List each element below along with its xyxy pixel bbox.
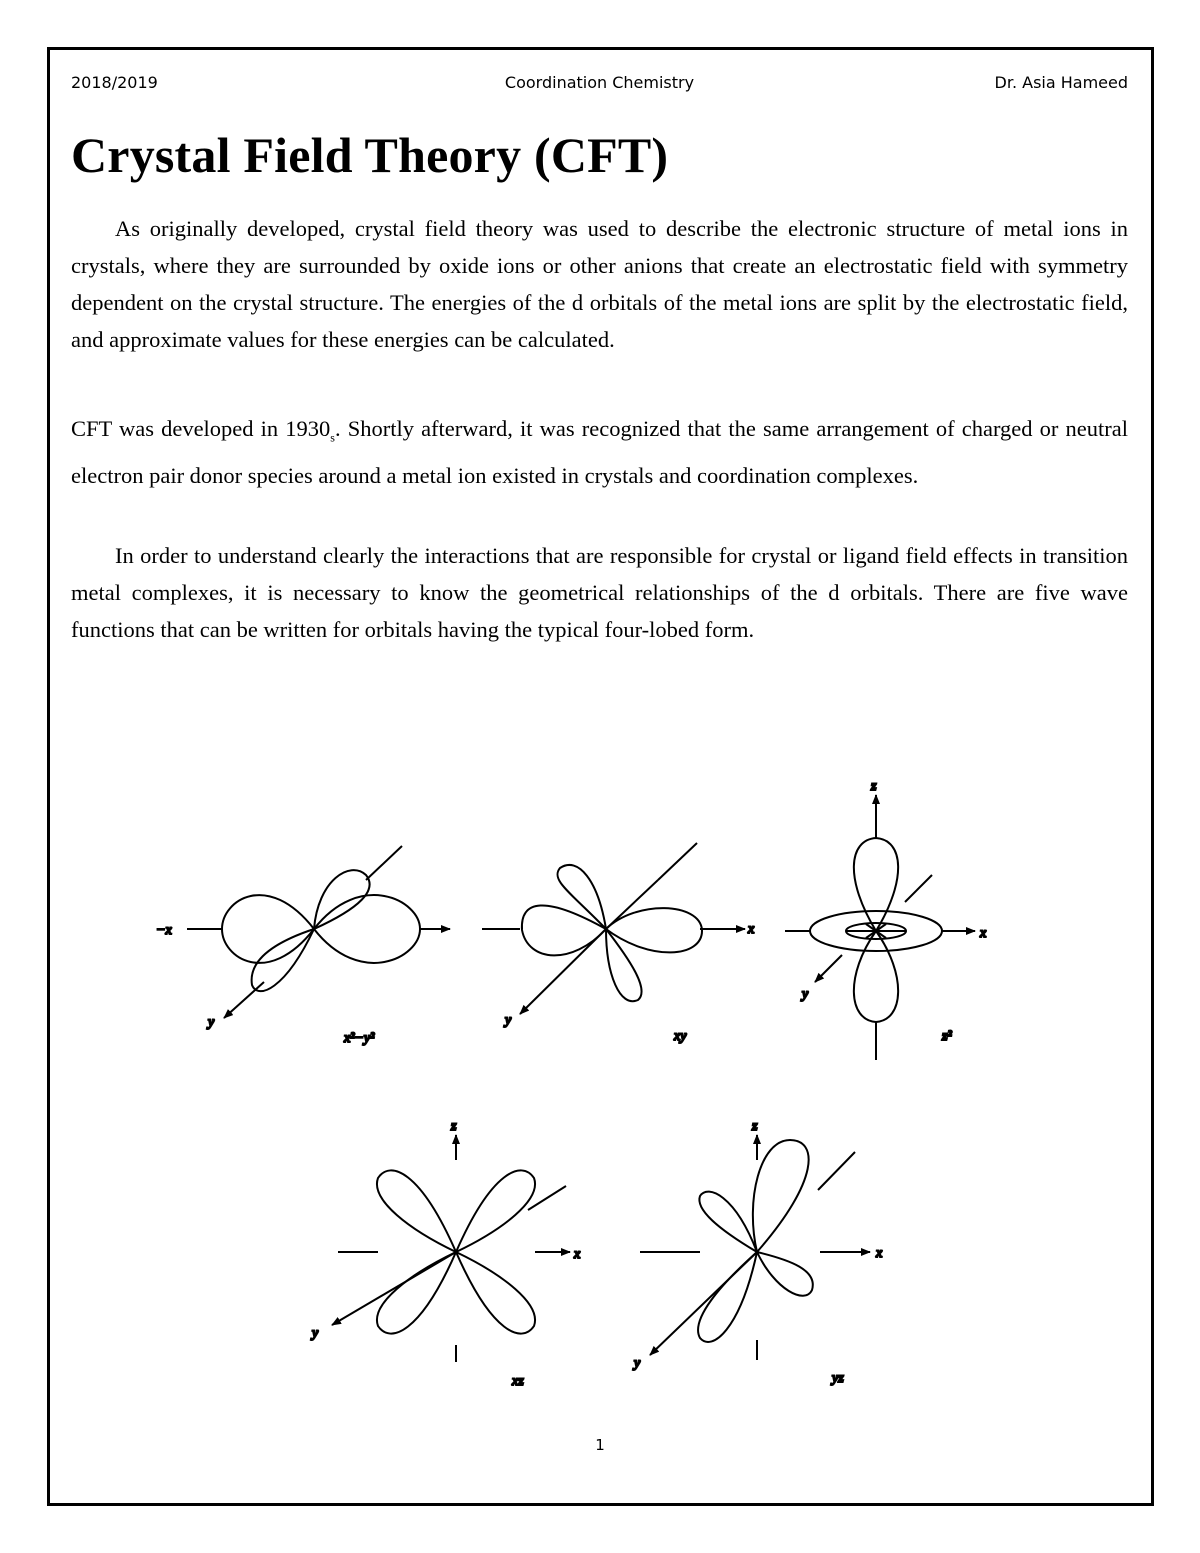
dxz-y-axis-label: y xyxy=(312,1326,319,1341)
dxz-label: xz xyxy=(512,1374,524,1389)
dxz-z-axis-label: z xyxy=(451,1119,457,1134)
orbital-dz2 xyxy=(785,779,987,1060)
dxy-y-axis-label: y xyxy=(505,1013,512,1028)
page-header xyxy=(71,73,1128,97)
history-subscript: s xyxy=(330,430,335,445)
dyz-y-axis-label: y xyxy=(634,1356,641,1371)
orbital-dx2y2 xyxy=(156,846,450,1046)
header-author: Dr. Asia Hameed xyxy=(994,73,1128,92)
history-text-after: . Shortly afterward, it was recognized that the same arrangement of charged or neutral electron pair donor species around a metal ion existed in crystals and coordination complexes. xyxy=(71,416,1128,488)
dx2y2-neg-x-axis-label: −x xyxy=(156,923,172,938)
dx2y2-label: x²−y² xyxy=(344,1031,375,1046)
page-title: Crystal Field Theory (CFT) xyxy=(71,127,669,183)
dz2-x-axis-label: x xyxy=(980,926,987,941)
dxy-label: xy xyxy=(674,1029,687,1044)
orbital-dxz xyxy=(310,1119,581,1389)
dxz-x-axis-label: x xyxy=(574,1247,581,1262)
dz2-y-axis-label: y xyxy=(802,987,809,1002)
dxy-x-axis-label: x xyxy=(748,922,755,937)
page-number: 1 xyxy=(595,1436,605,1454)
dz2-label: z² xyxy=(942,1029,952,1044)
dx2y2-y-axis-label: y xyxy=(208,1015,215,1030)
dyz-x-axis-label: x xyxy=(876,1246,883,1261)
dz2-z-axis-label: z xyxy=(871,779,877,794)
paragraph-history xyxy=(71,410,1128,494)
paragraph-intro: As originally developed, crystal field theory was used to describe the electronic structure of metal ions in crystals, where they are surrounded by oxide ions or other anions that create an electrostatic field with symmetry dependent on the crystal structure. The energies of the d orbitals of the metal ions are split by the electrostatic field, and approximate values for these energies can be calculated. xyxy=(71,216,1128,352)
d-orbitals-figure xyxy=(0,760,1200,1400)
header-academic-year: 2018/2019 xyxy=(71,73,158,92)
paragraph-d-orbitals: In order to understand clearly the interactions that are responsible for crystal or ligand field effects in transition metal complexes, it is necessary to know the geometrical relationships of the d orbitals. There are five wave functions that can be written for orbitals having the typical four-lobed form. xyxy=(71,543,1128,642)
orbital-dxy xyxy=(482,843,755,1044)
dyz-label: yz xyxy=(832,1371,844,1386)
history-text-before: CFT was developed in 1930 xyxy=(71,416,331,441)
dyz-z-axis-label: z xyxy=(752,1119,758,1134)
header-course: Coordination Chemistry xyxy=(504,73,695,92)
orbital-dyz xyxy=(632,1119,883,1386)
